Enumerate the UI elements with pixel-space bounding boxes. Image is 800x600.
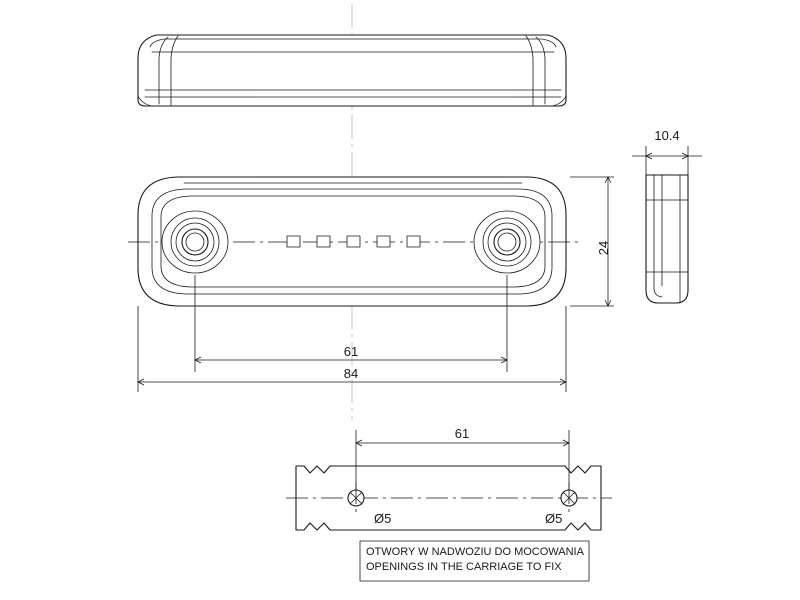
dimension-84-front-label: 84 xyxy=(343,366,359,381)
hole-diameter-left-label: Ø5 xyxy=(374,511,392,526)
top-view xyxy=(138,35,566,106)
left-screw xyxy=(162,211,228,273)
dimension-10-4 xyxy=(632,128,702,178)
mounting-note xyxy=(360,541,589,581)
hole-diameter-right-label: Ø5 xyxy=(545,511,563,526)
dimension-61-mounting-label: 61 xyxy=(454,426,470,441)
side-view xyxy=(646,175,688,303)
dimension-10-4-label: 10.4 xyxy=(654,128,680,143)
mounting-note-line-en: OPENINGS IN THE CARRIAGE TO FIX xyxy=(366,561,562,573)
dimension-height-24-label: 24 xyxy=(596,240,611,256)
mounting-note-line-pl: OTWORY W NADWOZIU DO MOCOWANIA xyxy=(366,546,584,558)
mounting-hole-pattern xyxy=(286,426,612,581)
dimension-height-24 xyxy=(570,177,614,306)
front-view xyxy=(128,177,578,306)
dimension-61-front-label: 61 xyxy=(343,344,359,359)
right-screw xyxy=(474,211,540,273)
